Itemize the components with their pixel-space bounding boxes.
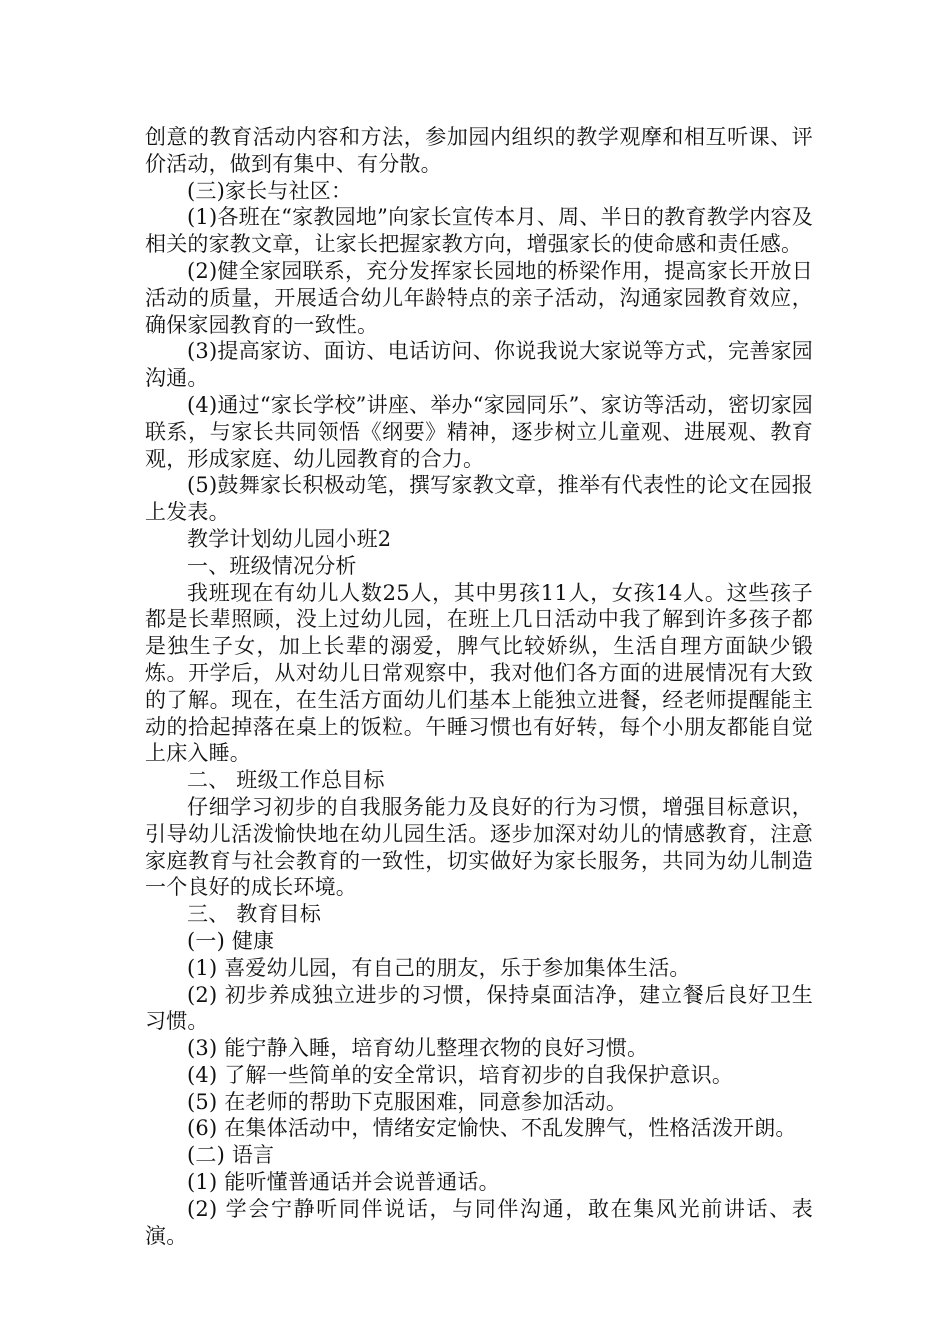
list-item: (5) 在老师的帮助下克服困难，同意参加活动。 <box>187 1089 628 1114</box>
paragraph: (3)提高家访、面访、电话访问、你说我说大家说等方式，完善家园沟通。 <box>145 339 813 391</box>
document-subtitle: 教学计划幼儿园小班2 <box>187 526 392 551</box>
section-heading: (三)家长与社区： <box>187 178 353 203</box>
list-item: (1) 喜爱幼儿园，有自己的朋友，乐于参加集体生活。 <box>187 955 691 980</box>
paragraph: 创意的教育活动内容和方法，参加园内组织的教学观摩和相互听课、评价活动，做到有集中、有分散。 <box>145 125 813 176</box>
list-item: (3) 能宁静入睡，培育幼儿整理衣物的良好习惯。 <box>187 1036 649 1061</box>
list-item: (4) 了解一些简单的安全常识，培育初步的自我保护意识。 <box>187 1062 734 1087</box>
paragraph: (5)鼓舞家长积极动笔，撰写家教文章，推举有代表性的论文在园报上发表。 <box>145 473 813 525</box>
paragraph: 我班现在有幼儿人数25人，其中男孩11人，女孩14人。这些孩子都是长辈照顾，没上过幼儿园，在班上几日活动中我了解到许多孩子都是独生子女，加上长辈的溺爱，脾气比较娇纵，生活自理方面缺少锻炼。开学后，从对幼儿日常观察中，我对他们各方面的进展情况有大致的了解。现在，在生活方面幼儿们基本上能独立进餐，经老师提醒能主动的拾起掉落在桌上的饭粒。午睡习惯也有好转，每个小朋友都能自觉上床入睡。 <box>145 580 813 766</box>
list-item: (6) 在集体活动中，情绪安定愉快、不乱发脾气，性格活泼开朗。 <box>187 1116 797 1141</box>
section-heading: 三、 教育目标 <box>187 902 322 927</box>
list-item: (2) 学会宁静听同伴说话，与同伴沟通，敢在集风光前讲话、表演。 <box>145 1196 813 1248</box>
subsection-heading: (一) 健康 <box>187 928 275 953</box>
paragraph: (2)健全家园联系，充分发挥家长园地的桥梁作用，提高家长开放日活动的质量，开展适合幼儿年龄特点的亲子活动，沟通家园教育效应，确保家园教育的一致性。 <box>145 258 813 337</box>
paragraph: 仔细学习初步的自我服务能力及良好的行为习惯，增强目标意识，引导幼儿活泼愉快地在幼儿园生活。逐步加深对幼儿的情感教育，注意家庭教育与社会教育的一致性，切实做好为家长服务，共同为幼儿制造一个良好的成长环境。 <box>145 794 813 900</box>
list-item: (2) 初步养成独立进步的习惯，保持桌面洁净，建立餐后良好卫生习惯。 <box>145 982 813 1034</box>
paragraph: (4)通过“家长学校”讲座、举办“家园同乐”、家访等活动，密切家园联系，与家长共同领悟《纲要》精神，逐步树立儿童观、进展观、教育观，形成家庭、幼儿园教育的合力。 <box>145 392 813 471</box>
paragraph: (1)各班在“家教园地”向家长宣传本月、周、半日的教育教学内容及相关的家教文章，让家长把握家教方向，增强家长的使命感和责任感。 <box>145 205 813 257</box>
section-heading: 二、 班级工作总目标 <box>187 768 385 793</box>
subsection-heading: (二) 语言 <box>187 1143 275 1168</box>
document-body <box>145 124 813 1249</box>
list-item: (1) 能听懂普通话并会说普通话。 <box>187 1170 500 1195</box>
section-heading: 一、班级情况分析 <box>187 553 357 578</box>
